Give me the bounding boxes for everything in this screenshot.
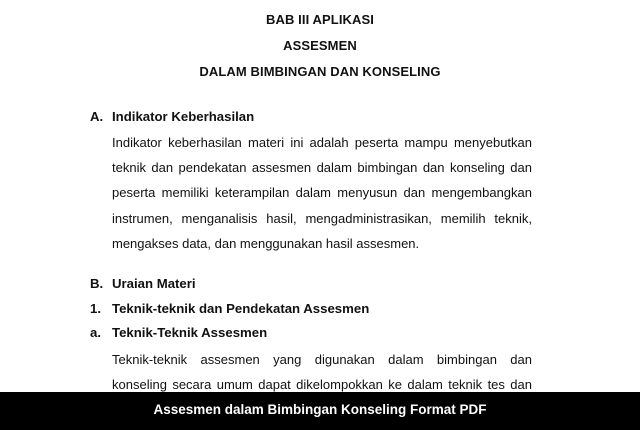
- paragraph-line: konseling secara umum dapat dikelompokkan ke dalam teknik tes dan: [112, 377, 532, 393]
- paragraph-line: mengakses data, dan menggunakan hasil assesmen.: [112, 235, 420, 251]
- paragraph-line: teknik dan pendekatan assesmen dalam bimbingan dan konseling dan: [112, 160, 532, 176]
- paragraph-line: peserta memiliki keterampilan dalam menyusun dan mengembangkan: [112, 185, 532, 201]
- section-b-title: Uraian Materi: [112, 276, 196, 291]
- section-a-paragraph: [112, 130, 532, 256]
- subsection-a-number: a.: [90, 325, 101, 340]
- paragraph-line: Teknik-teknik assesmen yang digunakan dalam bimbingan dan: [112, 352, 532, 367]
- section-a-title: Indikator Keberhasilan: [112, 109, 255, 124]
- section-a-number: A.: [90, 109, 104, 124]
- subsection-1-number: 1.: [90, 301, 101, 316]
- subsection-a-title: Teknik-Teknik Assesmen: [112, 325, 268, 340]
- chapter-title: BAB III APLIKASI: [265, 12, 374, 27]
- image-caption: Assesmen dalam Bimbingan Konseling Format PDF: [0, 392, 640, 430]
- subsection-1-title: Teknik-teknik dan Pendekatan Assesmen: [112, 301, 370, 316]
- chapter-subtitle-2: DALAM BIMBINGAN DAN KONSELING: [199, 64, 441, 79]
- paragraph-line: instrumen, menganalisis hasil, mengadministrasikan, memilih teknik,: [112, 210, 532, 226]
- paragraph-line: Indikator keberhasilan materi ini adalah peserta mampu menyebutkan: [112, 135, 532, 150]
- chapter-subtitle: ASSESMEN: [283, 38, 357, 53]
- subsection-a-paragraph: [112, 347, 532, 397]
- section-b-number: B.: [90, 276, 104, 291]
